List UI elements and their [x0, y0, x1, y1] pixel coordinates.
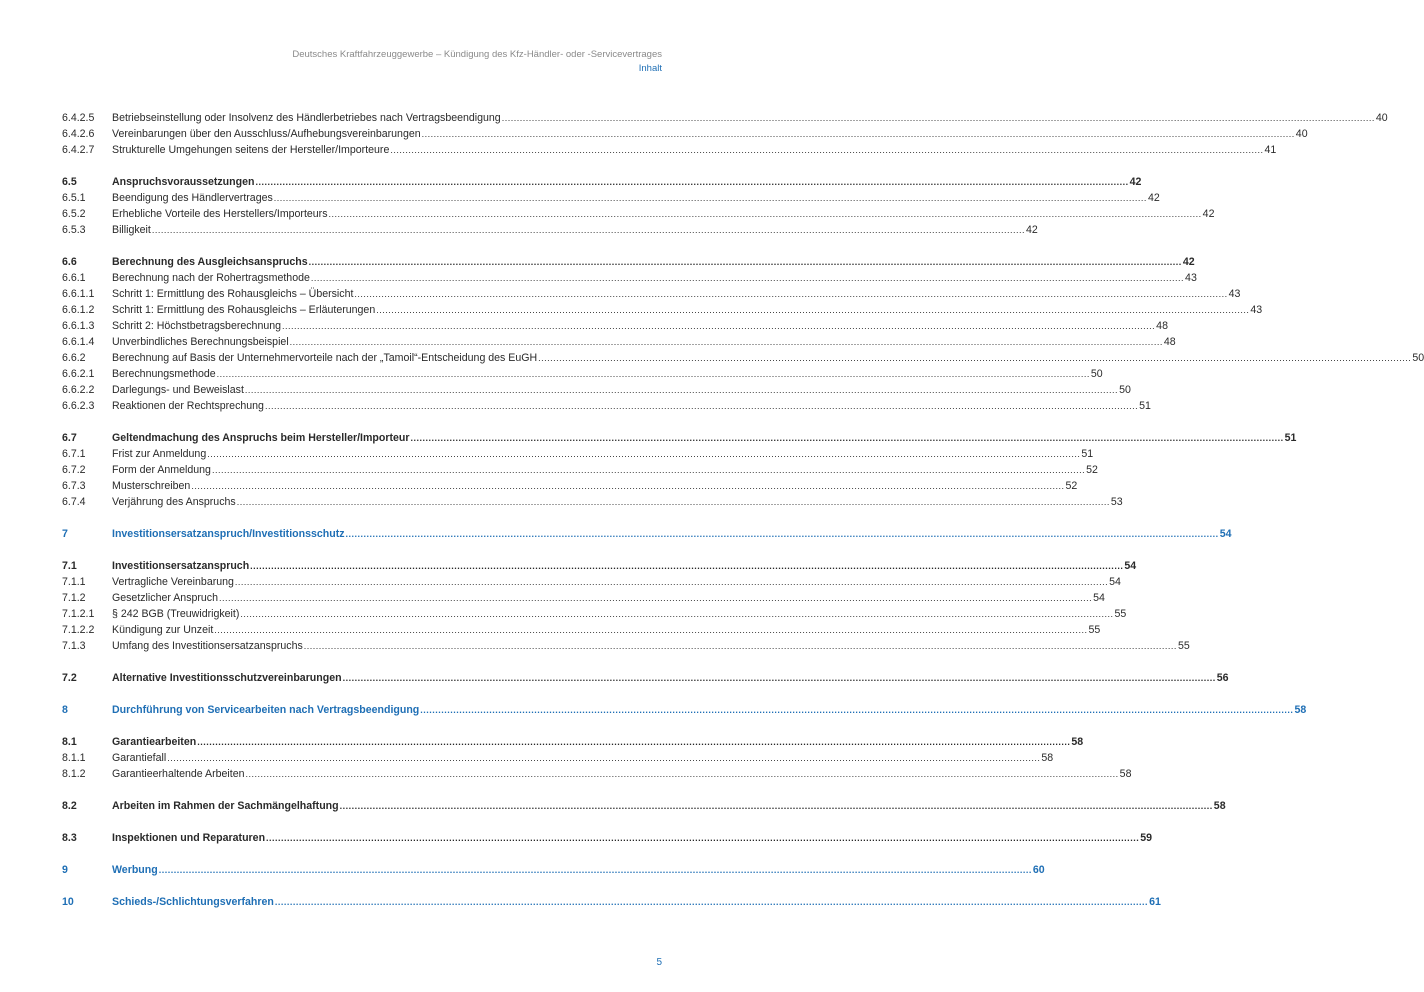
toc-entry[interactable]	[62, 862, 1045, 878]
toc-entry-title: Schritt 2: Höchstbetragsberechnung	[112, 320, 282, 332]
toc-entry[interactable]	[62, 110, 1388, 126]
toc-entry[interactable]	[62, 526, 1232, 542]
toc-entry-number: 6.6.1.4	[62, 336, 95, 348]
toc-entry-number: 8.1.1	[62, 752, 86, 764]
toc-entry-number: 10	[62, 896, 74, 908]
running-header	[292, 48, 662, 76]
toc-entry[interactable]	[62, 350, 1424, 366]
toc-entry-title: Darlegungs- und Beweislast	[112, 384, 244, 396]
toc-entry-title: Berechnung des Ausgleichsanspruchs	[112, 256, 308, 268]
dot-leader	[390, 142, 1263, 158]
toc-entry-page: 58	[1294, 704, 1307, 716]
toc-entry-number: 7.1.3	[62, 640, 86, 652]
toc-entry-page: 58	[1071, 736, 1084, 748]
toc-entry-title: Werbung	[112, 864, 158, 876]
dot-leader	[237, 494, 1110, 510]
toc-entry-title: Billigkeit	[112, 224, 151, 236]
dot-leader	[191, 478, 1064, 494]
toc-entry-page: 52	[1065, 480, 1078, 492]
toc-entry[interactable]	[62, 206, 1215, 222]
toc-entry-number: 7.1.1	[62, 576, 86, 588]
toc-entry-number: 9	[62, 864, 68, 876]
toc-entry-number: 6.4.2.6	[62, 128, 95, 140]
toc-entry[interactable]	[62, 574, 1121, 590]
toc-entry[interactable]	[62, 222, 1038, 238]
dot-leader	[354, 286, 1227, 302]
toc-entry-title: Reaktionen der Rechtsprechung	[112, 400, 264, 412]
toc-entry-title: Betriebseinstellung oder Insolvenz des Händlerbetriebes nach Vertragsbeendigung	[112, 112, 501, 124]
toc-entry[interactable]	[62, 558, 1137, 574]
toc-entry-page: 53	[1110, 496, 1123, 508]
dot-leader	[410, 430, 1283, 446]
toc-entry[interactable]	[62, 462, 1098, 478]
toc-entry[interactable]	[62, 798, 1226, 814]
dot-leader	[376, 302, 1249, 318]
toc-entry-title: Garantiearbeiten	[112, 736, 197, 748]
toc-entry[interactable]	[62, 190, 1160, 206]
dot-leader	[329, 206, 1202, 222]
toc-entry[interactable]	[62, 302, 1263, 318]
dot-leader	[282, 318, 1155, 334]
dot-leader	[340, 798, 1213, 814]
toc-entry-number: 6.6.2	[62, 352, 86, 364]
toc-entry-number: 6.6.2.2	[62, 384, 95, 396]
toc-entry-number: 6.5.2	[62, 208, 86, 220]
toc-entry-title: Berechnung nach der Rohertragsmethode	[112, 272, 310, 284]
dot-leader	[290, 334, 1163, 350]
toc-entry-title: Schritt 1: Ermittlung des Rohausgleichs – Erläuterungen	[112, 304, 376, 316]
toc-entry-page: 42	[1202, 208, 1215, 220]
toc-entry-page: 56	[1216, 672, 1229, 684]
toc-entry-page: 55	[1088, 624, 1101, 636]
toc-entry-number: 7.1.2	[62, 592, 86, 604]
toc-entry-page: 50	[1412, 352, 1424, 364]
toc-entry-number: 7.2	[62, 672, 77, 684]
toc-entry-number: 6.7.4	[62, 496, 86, 508]
toc-entry-number: 6.6.2.3	[62, 400, 95, 412]
toc-entry-title: Verjährung des Anspruchs	[112, 496, 236, 508]
toc-entry-page: 50	[1119, 384, 1131, 396]
toc-entry-page: 48	[1156, 320, 1168, 332]
toc-entry[interactable]	[62, 702, 1307, 718]
dot-leader	[343, 670, 1216, 686]
toc-entry-title: Garantieerhaltende Arbeiten	[112, 768, 245, 780]
toc-entry-page: 58	[1213, 800, 1226, 812]
toc-entry-title: Unverbindliches Berechnungsbeispiel	[112, 336, 289, 348]
toc-entry-number: 8.1.2	[62, 768, 86, 780]
toc-entry-number: 6.4.2.5	[62, 112, 95, 124]
toc-entry-title: Vereinbarungen über den Ausschluss/Aufhebungsvereinbarungen	[112, 128, 421, 140]
toc-entry-number: 6.7.1	[62, 448, 86, 460]
toc-entry-page: 58	[1119, 768, 1132, 780]
toc-entry[interactable]	[62, 174, 1142, 190]
toc-entry-page: 42	[1147, 192, 1160, 204]
toc-entry-number: 6.7	[62, 432, 77, 444]
toc-entry-title: Vertragliche Vereinbarung	[112, 576, 234, 588]
toc-entry-title: Geltendmachung des Anspruchs beim Hersteller/Importeur	[112, 432, 410, 444]
toc-entry-title: Berechnung auf Basis der Unternehmervorteile nach der „Tamoil“-Entscheidung des EuGH	[112, 352, 538, 364]
toc-entry[interactable]	[62, 478, 1078, 494]
toc-entry-title: Form der Anmeldung	[112, 464, 211, 476]
toc-entry[interactable]	[62, 830, 1152, 846]
dot-leader	[275, 894, 1148, 910]
toc-entry-page: 55	[1114, 608, 1127, 620]
dot-leader	[274, 190, 1147, 206]
toc-entry-page: 43	[1185, 272, 1197, 284]
toc-entry-title: Beendigung des Händlervertrages	[112, 192, 273, 204]
toc-entry-title: Schritt 1: Ermittlung des Rohausgleichs – Übersicht	[112, 288, 354, 300]
toc-entry-page: 50	[1090, 368, 1103, 380]
toc-entry-title: Frist zur Anmeldung	[112, 448, 207, 460]
toc-entry[interactable]	[62, 270, 1197, 286]
dot-leader	[311, 270, 1184, 286]
dot-leader	[346, 526, 1219, 542]
toc-entry-title: Investitionsersatzanspruch	[112, 560, 250, 572]
toc-entry-page: 61	[1149, 896, 1161, 908]
toc-entry[interactable]	[62, 446, 1094, 462]
toc-entry-page: 42	[1182, 256, 1195, 268]
toc-entry-page: 41	[1264, 144, 1277, 156]
toc-entry-page: 52	[1086, 464, 1098, 476]
toc-entry-number: 6.6.1.3	[62, 320, 95, 332]
toc-entry-page: 51	[1081, 448, 1094, 460]
toc-entry-page: 48	[1163, 336, 1176, 348]
dot-leader	[245, 382, 1118, 398]
toc-entry-title: § 242 BGB (Treuwidrigkeit)	[112, 608, 240, 620]
dot-leader	[240, 606, 1113, 622]
dot-leader	[250, 558, 1123, 574]
toc-entry[interactable]	[62, 254, 1195, 270]
toc-entry[interactable]	[62, 750, 1054, 766]
toc-entry-number: 8.1	[62, 736, 77, 748]
dot-leader	[219, 590, 1092, 606]
dot-leader	[246, 766, 1119, 782]
toc-entry[interactable]	[62, 606, 1127, 622]
dot-leader	[159, 862, 1032, 878]
toc-entry-title: Schieds-/Schlichtungsverfahren	[112, 896, 274, 908]
toc-entry-page: 58	[1041, 752, 1054, 764]
dot-leader	[167, 750, 1040, 766]
toc-entry-page: 51	[1139, 400, 1151, 412]
toc-entry-title: Durchführung von Servicearbeiten nach Vertragsbeendigung	[112, 704, 420, 716]
toc-entry-page: 42	[1129, 176, 1142, 188]
dot-leader	[309, 254, 1182, 270]
toc-entry-title: Alternative Investitionsschutzvereinbarungen	[112, 672, 342, 684]
toc-entry-number: 7.1.2.2	[62, 624, 95, 636]
toc-entry-title: Erhebliche Vorteile des Herstellers/Importeurs	[112, 208, 328, 220]
toc-entry-page: 54	[1109, 576, 1121, 588]
toc-entry-title: Arbeiten im Rahmen der Sachmängelhaftung	[112, 800, 339, 812]
toc-entry-number: 8.2	[62, 800, 77, 812]
toc-entry-number: 7.1	[62, 560, 77, 572]
toc-entry-page: 43	[1250, 304, 1263, 316]
dot-leader	[217, 366, 1090, 382]
dot-leader	[197, 734, 1070, 750]
toc-entry-page: 60	[1032, 864, 1045, 876]
toc-entry-title: Investitionsersatzanspruch/Investitionsschutz	[112, 528, 345, 540]
dot-leader	[502, 110, 1375, 126]
toc-entry[interactable]	[62, 142, 1277, 158]
toc-entry-title: Inspektionen und Reparaturen	[112, 832, 266, 844]
toc-entry-title: Berechnungsmethode	[112, 368, 216, 380]
toc-entry-page: 40	[1375, 112, 1388, 124]
dot-leader	[266, 830, 1139, 846]
dot-leader	[214, 622, 1087, 638]
toc-entry-title: Musterschreiben	[112, 480, 191, 492]
toc-entry-title: Strukturelle Umgehungen seitens der Hersteller/Importeure	[112, 144, 390, 156]
toc-entry-number: 6.4.2.7	[62, 144, 95, 156]
toc-entry[interactable]	[62, 494, 1123, 510]
section-label: Inhalt	[638, 63, 662, 74]
toc-entry-title: Gesetzlicher Anspruch	[112, 592, 218, 604]
toc-entry[interactable]	[62, 894, 1161, 910]
toc-entry-title: Garantiefall	[112, 752, 167, 764]
toc-entry-title: Anspruchsvoraussetzungen	[112, 176, 255, 188]
table-of-contents	[62, 110, 1424, 910]
dot-leader	[422, 126, 1295, 142]
toc-entry-number: 7	[62, 528, 68, 540]
toc-entry-number: 8	[62, 704, 68, 716]
document-title: Deutsches Kraftfahrzeuggewerbe – Kündigung des Kfz-Händler- oder -Servicevertrages	[292, 49, 662, 60]
toc-entry-page: 42	[1026, 224, 1038, 236]
toc-entry[interactable]	[62, 334, 1176, 350]
dot-leader	[152, 222, 1025, 238]
toc-entry-title: Kündigung zur Unzeit	[112, 624, 214, 636]
toc-entry-number: 6.7.3	[62, 480, 86, 492]
toc-entry[interactable]	[62, 382, 1131, 398]
dot-leader	[235, 574, 1108, 590]
toc-entry-number: 8.3	[62, 832, 77, 844]
toc-entry-number: 6.6.1.1	[62, 288, 95, 300]
dot-leader	[265, 398, 1138, 414]
dot-leader	[304, 638, 1177, 654]
toc-entry-number: 7.1.2.1	[62, 608, 95, 620]
toc-entry-number: 6.7.2	[62, 464, 86, 476]
toc-entry-page: 59	[1140, 832, 1152, 844]
toc-entry[interactable]	[62, 286, 1241, 302]
toc-entry[interactable]	[62, 670, 1229, 686]
toc-entry[interactable]	[62, 366, 1103, 382]
toc-entry-number: 6.6.2.1	[62, 368, 95, 380]
toc-entry-number: 6.5.1	[62, 192, 86, 204]
toc-entry-page: 55	[1177, 640, 1190, 652]
toc-entry[interactable]	[62, 638, 1190, 654]
toc-entry-page: 54	[1093, 592, 1105, 604]
toc-entry[interactable]	[62, 734, 1084, 750]
toc-entry[interactable]	[62, 622, 1101, 638]
dot-leader	[538, 350, 1411, 366]
toc-entry-page: 54	[1124, 560, 1137, 572]
toc-entry-number: 6.6	[62, 256, 77, 268]
toc-entry-number: 6.5.3	[62, 224, 86, 236]
toc-entry-number: 6.6.1.2	[62, 304, 95, 316]
toc-entry-number: 6.6.1	[62, 272, 86, 284]
page-number: 5	[656, 957, 662, 968]
toc-entry-number: 6.5	[62, 176, 77, 188]
toc-entry-page: 51	[1284, 432, 1297, 444]
toc-entry[interactable]	[62, 126, 1308, 142]
dot-leader	[207, 446, 1080, 462]
dot-leader	[212, 462, 1085, 478]
toc-entry-page: 54	[1219, 528, 1232, 540]
toc-entry-title: Umfang des Investitionsersatzanspruchs	[112, 640, 303, 652]
toc-entry[interactable]	[62, 318, 1168, 334]
toc-entry-page: 40	[1295, 128, 1308, 140]
dot-leader	[255, 174, 1128, 190]
toc-entry-page: 43	[1228, 288, 1241, 300]
toc-entry[interactable]	[62, 590, 1105, 606]
dot-leader	[420, 702, 1293, 718]
toc-entry[interactable]	[62, 766, 1132, 782]
toc-entry[interactable]	[62, 430, 1297, 446]
toc-entry[interactable]	[62, 398, 1151, 414]
